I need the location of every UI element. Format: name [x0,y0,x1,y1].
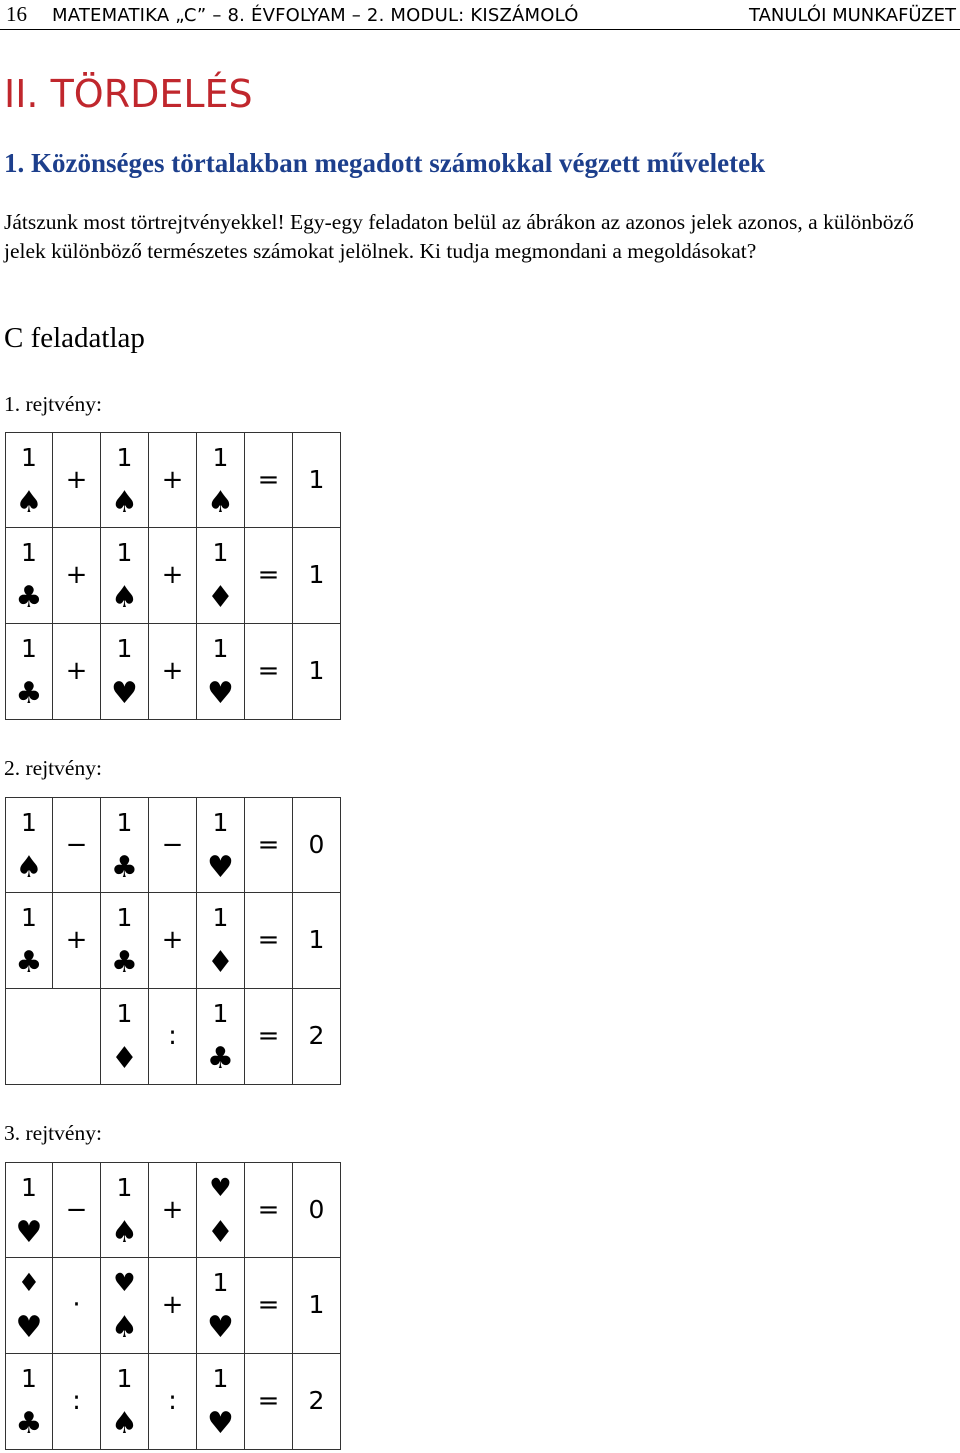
section-title: 1. Közönséges törtalakban megadott számokkal végzett műveletek [4,148,766,178]
fraction-cell [101,797,149,893]
equals-cell [245,1258,293,1354]
equals-cell [245,893,293,989]
result-value: 2 [308,1386,325,1415]
fraction-cell [197,1354,245,1450]
equals-cell [245,432,293,528]
spade-icon: ♠ [111,1406,138,1441]
numerator: 1 [116,1364,133,1393]
fraction-cell [197,528,245,624]
numerator: 1 [212,999,229,1028]
result-cell [293,989,341,1085]
numerator: 1 [212,443,229,472]
operator-cell [53,1258,101,1354]
fraction-cell [197,989,245,1085]
heart-icon: ♥ [207,676,234,711]
equals-cell [245,1354,293,1450]
plus-sign: + [161,560,184,590]
fraction-cell [5,432,53,528]
numerator: 1 [116,903,133,932]
numerator: 1 [116,999,133,1028]
spade-icon: ♠ [207,485,234,520]
result-value: 1 [308,925,325,954]
page-header [0,0,960,30]
operator-cell [149,432,197,528]
numerator: 1 [212,1364,229,1393]
header-workbook-label: TANULÓI MUNKAFÜZET [748,5,956,26]
plus-sign: + [65,656,88,686]
operator-cell [149,989,197,1085]
fraction-cell [197,624,245,720]
minus-sign: − [65,830,88,860]
numerator: 1 [212,903,229,932]
result-cell [293,624,341,720]
fraction-cell [5,797,53,893]
operator-cell [149,1354,197,1450]
plus-sign: + [161,1195,184,1225]
result-value: 1 [308,656,325,685]
result-cell [293,432,341,528]
fraction-cell [197,432,245,528]
operator-cell [149,624,197,720]
heart-icon: ♥ [207,850,234,885]
heart-icon: ♥ [15,1215,43,1250]
operator-cell [53,797,101,893]
club-icon: ♣ [15,945,43,980]
plus-sign: + [161,656,184,686]
puzzle-2-grid [5,797,341,1085]
club-icon: ♣ [15,580,43,615]
puzzle-2-label: 2. rejtvény: [4,756,102,780]
equals-sign: = [257,925,280,955]
fraction-cell [197,797,245,893]
fraction-cell [5,1354,53,1450]
numerator: 1 [212,1268,229,1297]
division-sign: : [168,1021,177,1051]
fraction-cell [101,1162,149,1258]
heart-icon: ♥ [111,676,138,711]
fraction-cell [101,989,149,1085]
equals-sign: = [257,1386,280,1416]
equals-cell [245,989,293,1085]
result-cell [293,893,341,989]
puzzle-1-grid [5,432,341,720]
result-value: 1 [308,1290,325,1319]
diamond-icon: ♦ [207,945,234,980]
heart-icon: ♥ [15,1310,43,1345]
numerator: 1 [212,808,229,837]
plus-sign: + [161,465,184,495]
result-value: 1 [308,560,325,589]
equals-cell [245,1162,293,1258]
operator-cell [53,528,101,624]
numerator: 1 [212,634,229,663]
numerator: 1 [21,443,37,472]
result-value: 0 [308,830,325,859]
numerator: 1 [21,903,37,932]
fraction-cell [5,1258,53,1354]
spade-icon: ♠ [111,1310,138,1345]
club-icon: ♣ [15,1406,43,1441]
header-title: MATEMATIKA „C” – 8. ÉVFOLYAM – 2. MODUL: KISZÁMOLÓ [52,5,579,26]
operator-cell [149,1258,197,1354]
equals-cell [245,797,293,893]
diamond-icon: ♦ [207,580,234,615]
equals-sign: = [257,1021,280,1051]
numerator: 1 [116,634,133,663]
equals-sign: = [257,1195,280,1225]
operator-cell [149,1162,197,1258]
minus-sign: − [65,1195,88,1225]
empty-cell [5,989,101,1085]
plus-sign: + [65,925,88,955]
puzzle-3-label: 3. rejtvény: [4,1121,102,1145]
result-value: 2 [308,1021,325,1050]
club-icon: ♣ [207,1041,234,1076]
spade-icon: ♠ [111,485,138,520]
fraction-cell [197,1258,245,1354]
operator-cell [149,893,197,989]
numerator: 1 [116,808,133,837]
equals-sign: = [257,656,280,686]
result-cell [293,1162,341,1258]
diamond-icon: ♦ [111,1041,138,1076]
fraction-cell [5,624,53,720]
result-cell [293,1354,341,1450]
fraction-cell [101,432,149,528]
result-cell [293,797,341,893]
fraction-cell [101,1258,149,1354]
club-icon: ♣ [111,850,138,885]
plus-sign: + [161,925,184,955]
numerator: 1 [21,1173,37,1202]
result-cell [293,528,341,624]
fraction-cell [5,1162,53,1258]
spade-icon: ♠ [15,485,43,520]
division-sign: : [72,1386,81,1416]
equals-cell [245,624,293,720]
plus-sign: + [65,560,88,590]
fraction-cell [5,528,53,624]
fraction-cell [101,1354,149,1450]
fraction-cell [101,528,149,624]
equals-cell [245,528,293,624]
minus-sign: − [161,830,184,860]
numerator: 1 [116,538,133,567]
heart-icon: ♥ [207,1310,234,1345]
numerator: 1 [21,808,37,837]
fraction-cell [5,893,53,989]
plus-sign: + [65,465,88,495]
operator-cell [53,624,101,720]
spade-icon: ♠ [111,1215,138,1250]
operator-cell [149,797,197,893]
multiplication-dot: · [72,1290,81,1320]
numerator: 1 [116,1173,133,1202]
operator-cell [53,1354,101,1450]
fraction-cell [197,1162,245,1258]
fraction-cell [101,624,149,720]
equals-sign: = [257,465,280,495]
fraction-cell [101,893,149,989]
page-number: 16 [6,2,27,26]
club-icon: ♣ [15,676,43,711]
club-icon: ♣ [111,945,138,980]
heart-icon: ♥ [113,1268,136,1297]
puzzle-3-grid [5,1162,341,1450]
spade-icon: ♠ [15,850,43,885]
plus-sign: + [161,1290,184,1320]
spade-icon: ♠ [111,580,138,615]
fraction-cell [197,893,245,989]
result-cell [293,1258,341,1354]
numerator: 1 [116,443,133,472]
operator-cell [149,528,197,624]
heart-icon: ♥ [207,1406,234,1441]
numerator: 1 [21,634,37,663]
diamond-icon: ♦ [17,1268,41,1297]
intro-paragraph: Játszunk most törtrejtvényekkel! Egy-egy feladaton belül az ábrákon az azonos jelek azonos, a különböző jelek különböző természetes számokat jelölnek. Ki tudja megmondani a megoldásokat? [4,210,914,263]
operator-cell [53,893,101,989]
equals-sign: = [257,560,280,590]
diamond-icon: ♦ [207,1215,234,1250]
chapter-title: II. TÖRDELÉS [4,72,253,116]
heart-icon: ♥ [209,1173,232,1202]
division-sign: : [168,1386,177,1416]
result-value: 0 [308,1195,325,1224]
numerator: 1 [21,1364,37,1393]
puzzle-1-label: 1. rejtvény: [4,392,102,416]
operator-cell [53,432,101,528]
numerator: 1 [212,538,229,567]
operator-cell [53,1162,101,1258]
worksheet-title: C feladatlap [4,322,145,354]
equals-sign: = [257,1290,280,1320]
numerator: 1 [21,538,37,567]
result-value: 1 [308,465,325,494]
equals-sign: = [257,830,280,860]
